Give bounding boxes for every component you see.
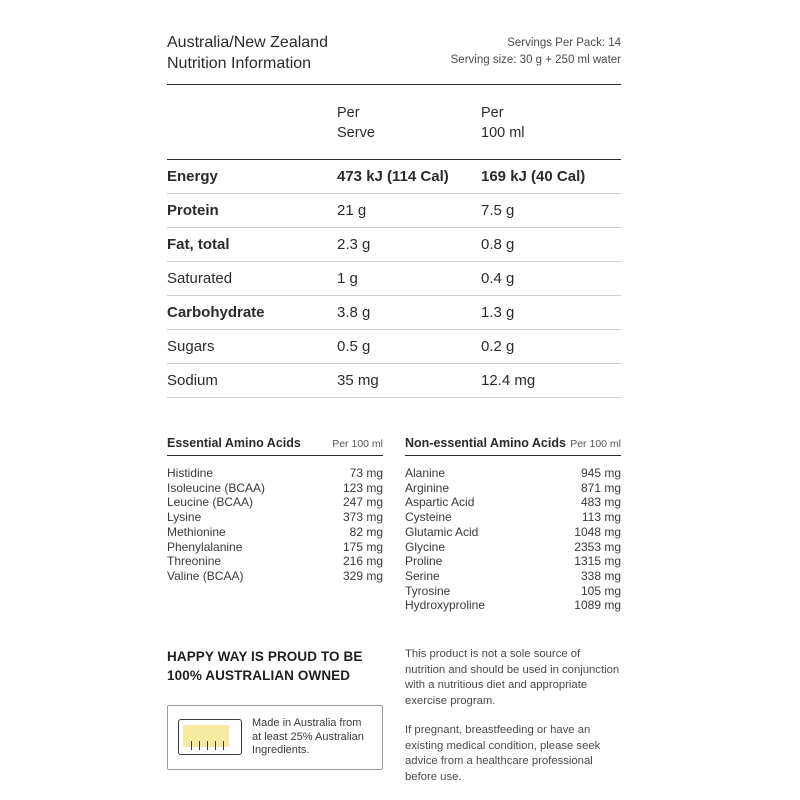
amino-value: 945 mg xyxy=(580,466,621,480)
amino-name: Aspartic Acid xyxy=(405,495,475,510)
amino-name: Phenylalanine xyxy=(167,539,243,554)
amino-value: 113 mg xyxy=(581,510,621,525)
row-label: Carbohydrate xyxy=(167,296,337,330)
list-item xyxy=(405,481,621,496)
table-row xyxy=(167,296,621,330)
amino-name: Leucine (BCAA) xyxy=(167,495,254,510)
row-label: Saturated xyxy=(167,262,337,296)
list-item xyxy=(167,481,383,496)
list-item xyxy=(405,598,621,613)
table-row xyxy=(167,330,621,364)
amino-value: 1315 mg xyxy=(574,554,621,569)
amino-name: Tyrosine xyxy=(405,583,451,598)
amino-acids-section xyxy=(167,436,621,613)
list-item xyxy=(405,510,621,525)
page-title xyxy=(167,32,328,74)
serving-size: Serving size: 30 g + 250 ml water xyxy=(450,54,621,66)
row-per-serve: 35 mg xyxy=(337,364,481,398)
list-item xyxy=(167,495,383,510)
column-header-blank xyxy=(167,101,337,160)
amino-name: Serine xyxy=(405,568,440,583)
non-essential-amino-acids-column xyxy=(405,436,621,613)
amino-value: 338 mg xyxy=(580,568,621,583)
list-item xyxy=(405,554,621,569)
non-essential-amino-unit: Per 100 ml xyxy=(570,438,621,450)
row-per-100ml: 0.8 g xyxy=(481,228,621,262)
amino-value: 123 mg xyxy=(342,480,383,495)
amino-value: 2353 mg xyxy=(574,539,621,554)
nutrition-table xyxy=(167,101,621,398)
page-title-line1: Australia/New Zealand xyxy=(167,34,328,51)
amino-value: 73 mg xyxy=(349,466,383,480)
table-row xyxy=(167,194,621,228)
made-in-australia-badge xyxy=(167,705,383,770)
row-per-serve: 2.3 g xyxy=(337,228,481,262)
list-item xyxy=(405,540,621,555)
amino-value: 247 mg xyxy=(342,495,383,510)
badge-text: Made in Australia from at least 25% Australian Ingredients. xyxy=(252,717,364,757)
amino-name: Hydroxyproline xyxy=(405,598,486,613)
amino-value: 373 mg xyxy=(342,510,383,525)
disclaimer-block xyxy=(405,647,621,785)
essential-amino-acids-column xyxy=(167,436,383,613)
panel-header xyxy=(167,32,621,85)
amino-value: 483 mg xyxy=(580,495,621,510)
amino-value: 82 mg xyxy=(349,524,383,539)
kangaroo-triangle-icon xyxy=(178,719,242,755)
nutrition-panel xyxy=(167,32,621,785)
amino-name: Glutamic Acid xyxy=(405,524,479,539)
disclaimer-medical: If pregnant, breastfeeding or have an existing medical condition, please seek advice from a healthcare professional before use. xyxy=(405,724,601,783)
servings-per-pack: Servings Per Pack: 14 xyxy=(507,37,621,49)
list-item xyxy=(167,554,383,569)
column-header-per-serve xyxy=(337,101,481,160)
table-row xyxy=(167,262,621,296)
amino-value: 1089 mg xyxy=(574,598,621,613)
table-row xyxy=(167,228,621,262)
list-item xyxy=(405,584,621,599)
row-label: Protein xyxy=(167,194,337,228)
row-label: Fat, total xyxy=(167,228,337,262)
row-label: Sodium xyxy=(167,364,337,398)
row-per-serve: 0.5 g xyxy=(337,330,481,364)
row-per-100ml: 12.4 mg xyxy=(481,364,621,398)
amino-name: Threonine xyxy=(167,554,222,569)
amino-name: Glycine xyxy=(405,539,446,554)
amino-value: 329 mg xyxy=(342,568,383,583)
disclaimer-nutrition: This product is not a sole source of nutrition and should be used in conjunction with a nutritious diet and appropriate exercise program. xyxy=(405,648,620,707)
amino-name: Valine (BCAA) xyxy=(167,568,244,583)
proud-line2: 100% AUSTRALIAN OWNED xyxy=(167,668,351,684)
per-serve-line1: Per xyxy=(337,105,360,121)
essential-amino-list xyxy=(167,466,383,584)
amino-name: Isoleucine (BCAA) xyxy=(167,480,266,495)
row-label: Energy xyxy=(167,160,337,194)
table-row xyxy=(167,364,621,398)
non-essential-amino-title: Non-essential Amino Acids xyxy=(405,436,566,450)
table-row xyxy=(167,160,621,194)
amino-name: Histidine xyxy=(167,466,214,480)
row-per-serve: 3.8 g xyxy=(337,296,481,330)
serving-info xyxy=(451,32,621,69)
row-per-serve: 473 kJ (114 Cal) xyxy=(337,160,481,194)
footer-section xyxy=(167,647,621,785)
page-title-line2: Nutrition Information xyxy=(167,55,312,72)
amino-value: 216 mg xyxy=(342,554,383,569)
list-item xyxy=(405,466,621,481)
amino-value: 1048 mg xyxy=(574,524,621,539)
row-label: Sugars xyxy=(167,330,337,364)
amino-name: Arginine xyxy=(405,480,450,495)
amino-value: 105 mg xyxy=(580,583,621,598)
per-100ml-line2: 100 ml xyxy=(481,125,525,141)
non-essential-amino-list xyxy=(405,466,621,613)
list-item xyxy=(167,569,383,584)
non-essential-amino-header xyxy=(405,436,621,456)
row-per-100ml: 7.5 g xyxy=(481,194,621,228)
essential-amino-header xyxy=(167,436,383,456)
list-item xyxy=(405,569,621,584)
list-item xyxy=(167,510,383,525)
row-per-100ml: 0.2 g xyxy=(481,330,621,364)
amino-name: Cysteine xyxy=(405,510,452,525)
amino-name: Lysine xyxy=(167,510,202,525)
per-serve-line2: Serve xyxy=(337,125,375,141)
row-per-serve: 21 g xyxy=(337,194,481,228)
essential-amino-title: Essential Amino Acids xyxy=(167,436,301,450)
list-item xyxy=(167,525,383,540)
per-100ml-line1: Per xyxy=(481,105,504,121)
proud-line1: HAPPY WAY IS PROUD TO BE xyxy=(167,649,363,665)
column-header-per-100ml xyxy=(481,101,621,160)
amino-name: Methionine xyxy=(167,524,226,539)
amino-value: 871 mg xyxy=(580,480,621,495)
essential-amino-unit: Per 100 ml xyxy=(332,438,383,450)
row-per-100ml: 0.4 g xyxy=(481,262,621,296)
proud-statement xyxy=(167,647,383,685)
table-column-headers xyxy=(167,101,621,160)
list-item xyxy=(405,495,621,510)
footer-left xyxy=(167,647,383,785)
list-item xyxy=(167,466,383,481)
amino-name: Proline xyxy=(405,554,443,569)
row-per-serve: 1 g xyxy=(337,262,481,296)
amino-value: 175 mg xyxy=(342,539,383,554)
list-item xyxy=(167,540,383,555)
row-per-100ml: 169 kJ (40 Cal) xyxy=(481,160,621,194)
list-item xyxy=(405,525,621,540)
amino-name: Alanine xyxy=(405,466,446,480)
row-per-100ml: 1.3 g xyxy=(481,296,621,330)
